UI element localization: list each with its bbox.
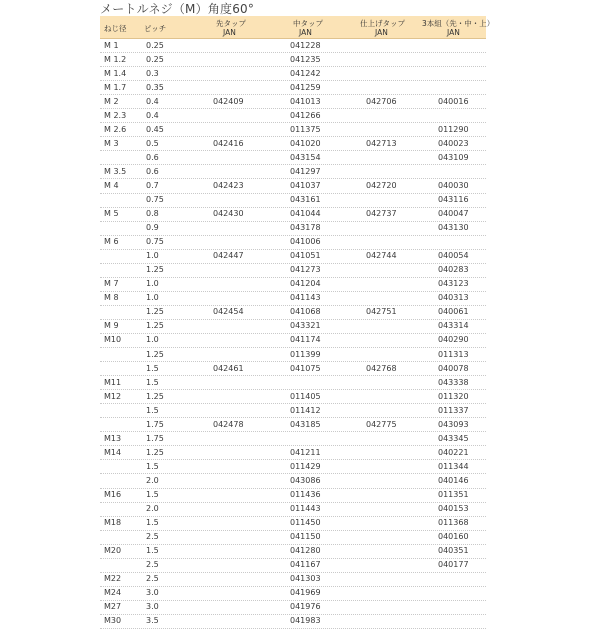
cell-finish: 042775 — [366, 419, 397, 429]
table-row — [100, 517, 486, 531]
table-row — [100, 250, 486, 264]
cell-set: 043093 — [438, 419, 469, 429]
cell-mid: 041044 — [290, 209, 321, 219]
cell-mid: 041273 — [290, 265, 321, 275]
cell-mid: 041983 — [290, 616, 321, 626]
cell-mid: 041075 — [290, 363, 321, 373]
cell-pitch: 2.5 — [146, 532, 159, 542]
cell-mid: 011450 — [290, 518, 321, 528]
cell-mid: 041013 — [290, 96, 321, 106]
cell-mid: 041259 — [290, 82, 321, 92]
table-row — [100, 95, 486, 109]
table-row — [100, 320, 486, 334]
cell-pitch: 1.5 — [146, 546, 159, 556]
table-row — [100, 194, 486, 208]
cell-mid: 041167 — [290, 560, 321, 570]
cell-pitch: 3.5 — [146, 616, 159, 626]
cell-size: M 8 — [104, 293, 119, 303]
cell-mid: 041211 — [290, 447, 321, 457]
table-row — [100, 545, 486, 559]
cell-set: 043130 — [438, 223, 469, 233]
table-header — [100, 16, 495, 39]
cell-mid: 041297 — [290, 166, 321, 176]
cell-tip: 042447 — [213, 251, 244, 261]
cell-pitch: 1.25 — [146, 265, 164, 275]
cell-pitch: 1.25 — [146, 307, 164, 317]
cell-set: 040351 — [438, 546, 469, 556]
cell-mid: 043154 — [290, 152, 321, 162]
cell-set: 011351 — [438, 490, 469, 499]
cell-set: 011337 — [438, 405, 469, 415]
table-row — [100, 615, 486, 629]
cell-pitch: 0.25 — [146, 54, 164, 64]
cell-mid: 011429 — [290, 461, 321, 471]
table-row — [100, 460, 486, 474]
cell-size: M 3.5 — [104, 166, 127, 176]
cell-mid: 043185 — [290, 419, 321, 429]
table-row — [100, 432, 486, 446]
page-title: メートルネジ（M）角度60° — [100, 2, 255, 16]
cell-set: 040016 — [438, 96, 469, 106]
cell-size: M13 — [104, 433, 122, 443]
cell-mid: 041242 — [290, 68, 321, 78]
cell-pitch: 1.5 — [146, 405, 159, 415]
cell-size: M22 — [104, 574, 122, 584]
table-row — [100, 67, 486, 81]
header-finish: 仕上げタップ — [360, 19, 405, 28]
cell-mid: 043321 — [290, 321, 321, 331]
cell-tip: 042454 — [213, 307, 244, 317]
tap-table — [100, 16, 495, 629]
cell-mid: 043161 — [290, 195, 321, 205]
cell-tip: 042416 — [213, 138, 244, 148]
cell-mid: 041280 — [290, 546, 321, 556]
cell-size: M30 — [104, 616, 122, 626]
cell-pitch: 0.4 — [146, 96, 159, 106]
table-row — [100, 601, 486, 615]
table-row — [100, 151, 486, 165]
cell-set: 043338 — [438, 377, 469, 387]
cell-finish: 042744 — [366, 251, 397, 261]
cell-tip: 042423 — [213, 180, 244, 190]
cell-tip: 042478 — [213, 419, 244, 429]
table-row — [100, 222, 486, 236]
cell-pitch: 0.6 — [146, 166, 159, 176]
table-row — [100, 81, 486, 95]
table-row — [100, 503, 486, 517]
cell-mid: 041266 — [290, 110, 321, 120]
cell-mid: 041150 — [290, 532, 321, 542]
cell-set: 011320 — [438, 391, 469, 401]
cell-mid: 041068 — [290, 307, 321, 317]
cell-size: M24 — [104, 588, 122, 598]
cell-set: 043345 — [438, 433, 469, 443]
cell-pitch: 3.0 — [146, 602, 159, 612]
cell-mid: 041976 — [290, 602, 321, 612]
cell-pitch: 1.25 — [146, 391, 164, 401]
cell-mid: 043086 — [290, 475, 321, 485]
table-row — [100, 208, 486, 222]
cell-pitch: 0.5 — [146, 138, 159, 148]
table-row — [100, 348, 486, 362]
cell-mid: 041020 — [290, 138, 321, 148]
cell-set: 011344 — [438, 461, 469, 471]
cell-set: 040290 — [438, 335, 469, 345]
table-row — [100, 587, 486, 601]
table-row — [100, 334, 486, 348]
table-row — [100, 531, 486, 545]
cell-set: 011290 — [438, 124, 469, 134]
cell-pitch: 3.0 — [146, 588, 159, 598]
cell-size: M 1.2 — [104, 54, 127, 64]
cell-mid: 041174 — [290, 335, 321, 345]
cell-size: M20 — [104, 546, 122, 556]
cell-set: 040030 — [438, 180, 469, 190]
cell-mid: 041235 — [290, 54, 321, 64]
cell-pitch: 0.4 — [146, 110, 159, 120]
table-row — [100, 292, 486, 306]
cell-size: M 1 — [104, 40, 119, 50]
header-jan-mid: JAN — [299, 28, 312, 37]
cell-size: M 2.6 — [104, 124, 127, 134]
table-row — [100, 53, 486, 67]
cell-finish: 042768 — [366, 363, 397, 373]
cell-set: 040283 — [438, 265, 469, 275]
cell-mid: 011375 — [290, 124, 321, 134]
cell-pitch: 0.8 — [146, 209, 159, 219]
cell-set: 011368 — [438, 518, 469, 528]
cell-pitch: 0.25 — [146, 40, 164, 50]
cell-pitch: 1.5 — [146, 461, 159, 471]
cell-pitch: 2.5 — [146, 560, 159, 570]
cell-mid: 011443 — [290, 504, 321, 514]
cell-size: M10 — [104, 335, 122, 345]
cell-pitch: 1.75 — [146, 419, 164, 429]
cell-pitch: 0.3 — [146, 68, 159, 78]
cell-size: M11 — [104, 377, 122, 387]
cell-pitch: 1.25 — [146, 349, 164, 359]
cell-size: M27 — [104, 602, 122, 612]
cell-mid: 041204 — [290, 279, 321, 289]
cell-pitch: 0.75 — [146, 195, 164, 205]
cell-mid: 011399 — [290, 349, 321, 359]
cell-mid: 041037 — [290, 180, 321, 190]
table-row — [100, 264, 486, 278]
cell-size: M12 — [104, 391, 122, 401]
cell-finish: 042706 — [366, 96, 397, 106]
cell-mid: 041969 — [290, 588, 321, 598]
header-jan-finish: JAN — [375, 28, 388, 37]
cell-size: M 2.3 — [104, 110, 127, 120]
cell-size: M18 — [104, 518, 122, 528]
cell-mid: 041303 — [290, 574, 321, 584]
cell-set: 040061 — [438, 307, 469, 317]
header-mid: 中タップ — [293, 19, 323, 28]
cell-finish: 042737 — [366, 209, 397, 219]
cell-pitch: 1.0 — [146, 335, 159, 345]
cell-tip: 042430 — [213, 209, 244, 219]
cell-mid: 041051 — [290, 251, 321, 261]
cell-mid: 041228 — [290, 40, 321, 50]
cell-pitch: 1.75 — [146, 433, 164, 443]
cell-pitch: 0.6 — [146, 152, 159, 162]
table-row — [100, 418, 486, 432]
table-row — [100, 376, 486, 390]
cell-set: 040153 — [438, 504, 469, 514]
cell-set: 040078 — [438, 363, 469, 373]
cell-pitch: 2.0 — [146, 475, 159, 485]
table-row — [100, 306, 486, 320]
cell-pitch: 1.5 — [146, 377, 159, 387]
table-row — [100, 278, 486, 292]
table-row — [100, 489, 486, 503]
cell-pitch: 0.35 — [146, 82, 164, 92]
cell-mid: 041006 — [290, 237, 321, 247]
cell-set: 040023 — [438, 138, 469, 148]
header-tip: 先タップ — [216, 19, 246, 28]
cell-set: 043314 — [438, 321, 469, 331]
cell-set: 043123 — [438, 279, 469, 289]
table-row — [100, 123, 486, 137]
cell-pitch: 2.5 — [146, 574, 159, 584]
cell-pitch: 0.9 — [146, 223, 159, 233]
cell-pitch: 0.45 — [146, 124, 164, 134]
header-jan-set: JAN — [447, 28, 460, 37]
cell-size: M14 — [104, 447, 122, 457]
table-row — [100, 404, 486, 418]
header-set: 3本組（先・中・上） — [422, 19, 495, 28]
header-size: ねじ径 — [104, 24, 127, 33]
table-row — [100, 559, 486, 573]
cell-finish: 042720 — [366, 180, 397, 190]
cell-size: M 6 — [104, 237, 119, 247]
cell-set: 040313 — [438, 293, 469, 303]
cell-set: 040221 — [438, 447, 469, 457]
cell-mid: 041143 — [290, 293, 321, 303]
table-row — [100, 390, 486, 404]
cell-size: M 4 — [104, 180, 119, 190]
cell-mid: 011436 — [290, 490, 321, 499]
cell-set: 011313 — [438, 349, 469, 359]
cell-size: M 2 — [104, 96, 119, 106]
cell-set: 040177 — [438, 560, 469, 570]
cell-size: M 9 — [104, 321, 119, 331]
cell-size: M16 — [104, 490, 122, 499]
cell-finish: 042751 — [366, 307, 397, 317]
cell-size: M 7 — [104, 279, 119, 289]
cell-size: M 5 — [104, 209, 119, 219]
cell-pitch: 2.0 — [146, 504, 159, 514]
cell-mid: 043178 — [290, 223, 321, 233]
table-row — [100, 362, 486, 376]
table-row — [100, 165, 486, 179]
cell-pitch: 1.25 — [146, 447, 164, 457]
cell-finish: 042713 — [366, 138, 397, 148]
table-body — [100, 39, 486, 629]
cell-set: 040160 — [438, 532, 469, 542]
cell-pitch: 1.5 — [146, 363, 159, 373]
cell-pitch: 1.25 — [146, 321, 164, 331]
cell-pitch: 1.0 — [146, 279, 159, 289]
cell-set: 043116 — [438, 195, 469, 205]
table-row — [100, 39, 486, 53]
cell-set: 043109 — [438, 152, 469, 162]
cell-pitch: 1.5 — [146, 490, 159, 499]
cell-pitch: 1.5 — [146, 518, 159, 528]
header-pitch: ピッチ — [144, 24, 167, 33]
cell-mid: 011405 — [290, 391, 321, 401]
table-row — [100, 573, 486, 587]
cell-size: M 3 — [104, 138, 119, 148]
table-row — [100, 137, 486, 151]
cell-tip: 042409 — [213, 96, 244, 106]
cell-pitch: 1.0 — [146, 251, 159, 261]
table-row — [100, 236, 486, 250]
cell-pitch: 0.7 — [146, 180, 159, 190]
cell-tip: 042461 — [213, 363, 244, 373]
table-row — [100, 474, 486, 488]
table-row — [100, 446, 486, 460]
cell-pitch: 1.0 — [146, 293, 159, 303]
table-row — [100, 109, 486, 123]
cell-set: 040054 — [438, 251, 469, 261]
cell-set: 040146 — [438, 475, 469, 485]
cell-size: M 1.4 — [104, 68, 127, 78]
table-row — [100, 179, 486, 193]
cell-size: M 1.7 — [104, 82, 127, 92]
cell-set: 040047 — [438, 209, 469, 219]
cell-pitch: 0.75 — [146, 237, 164, 247]
header-jan-tip: JAN — [223, 28, 236, 37]
cell-mid: 011412 — [290, 405, 321, 415]
